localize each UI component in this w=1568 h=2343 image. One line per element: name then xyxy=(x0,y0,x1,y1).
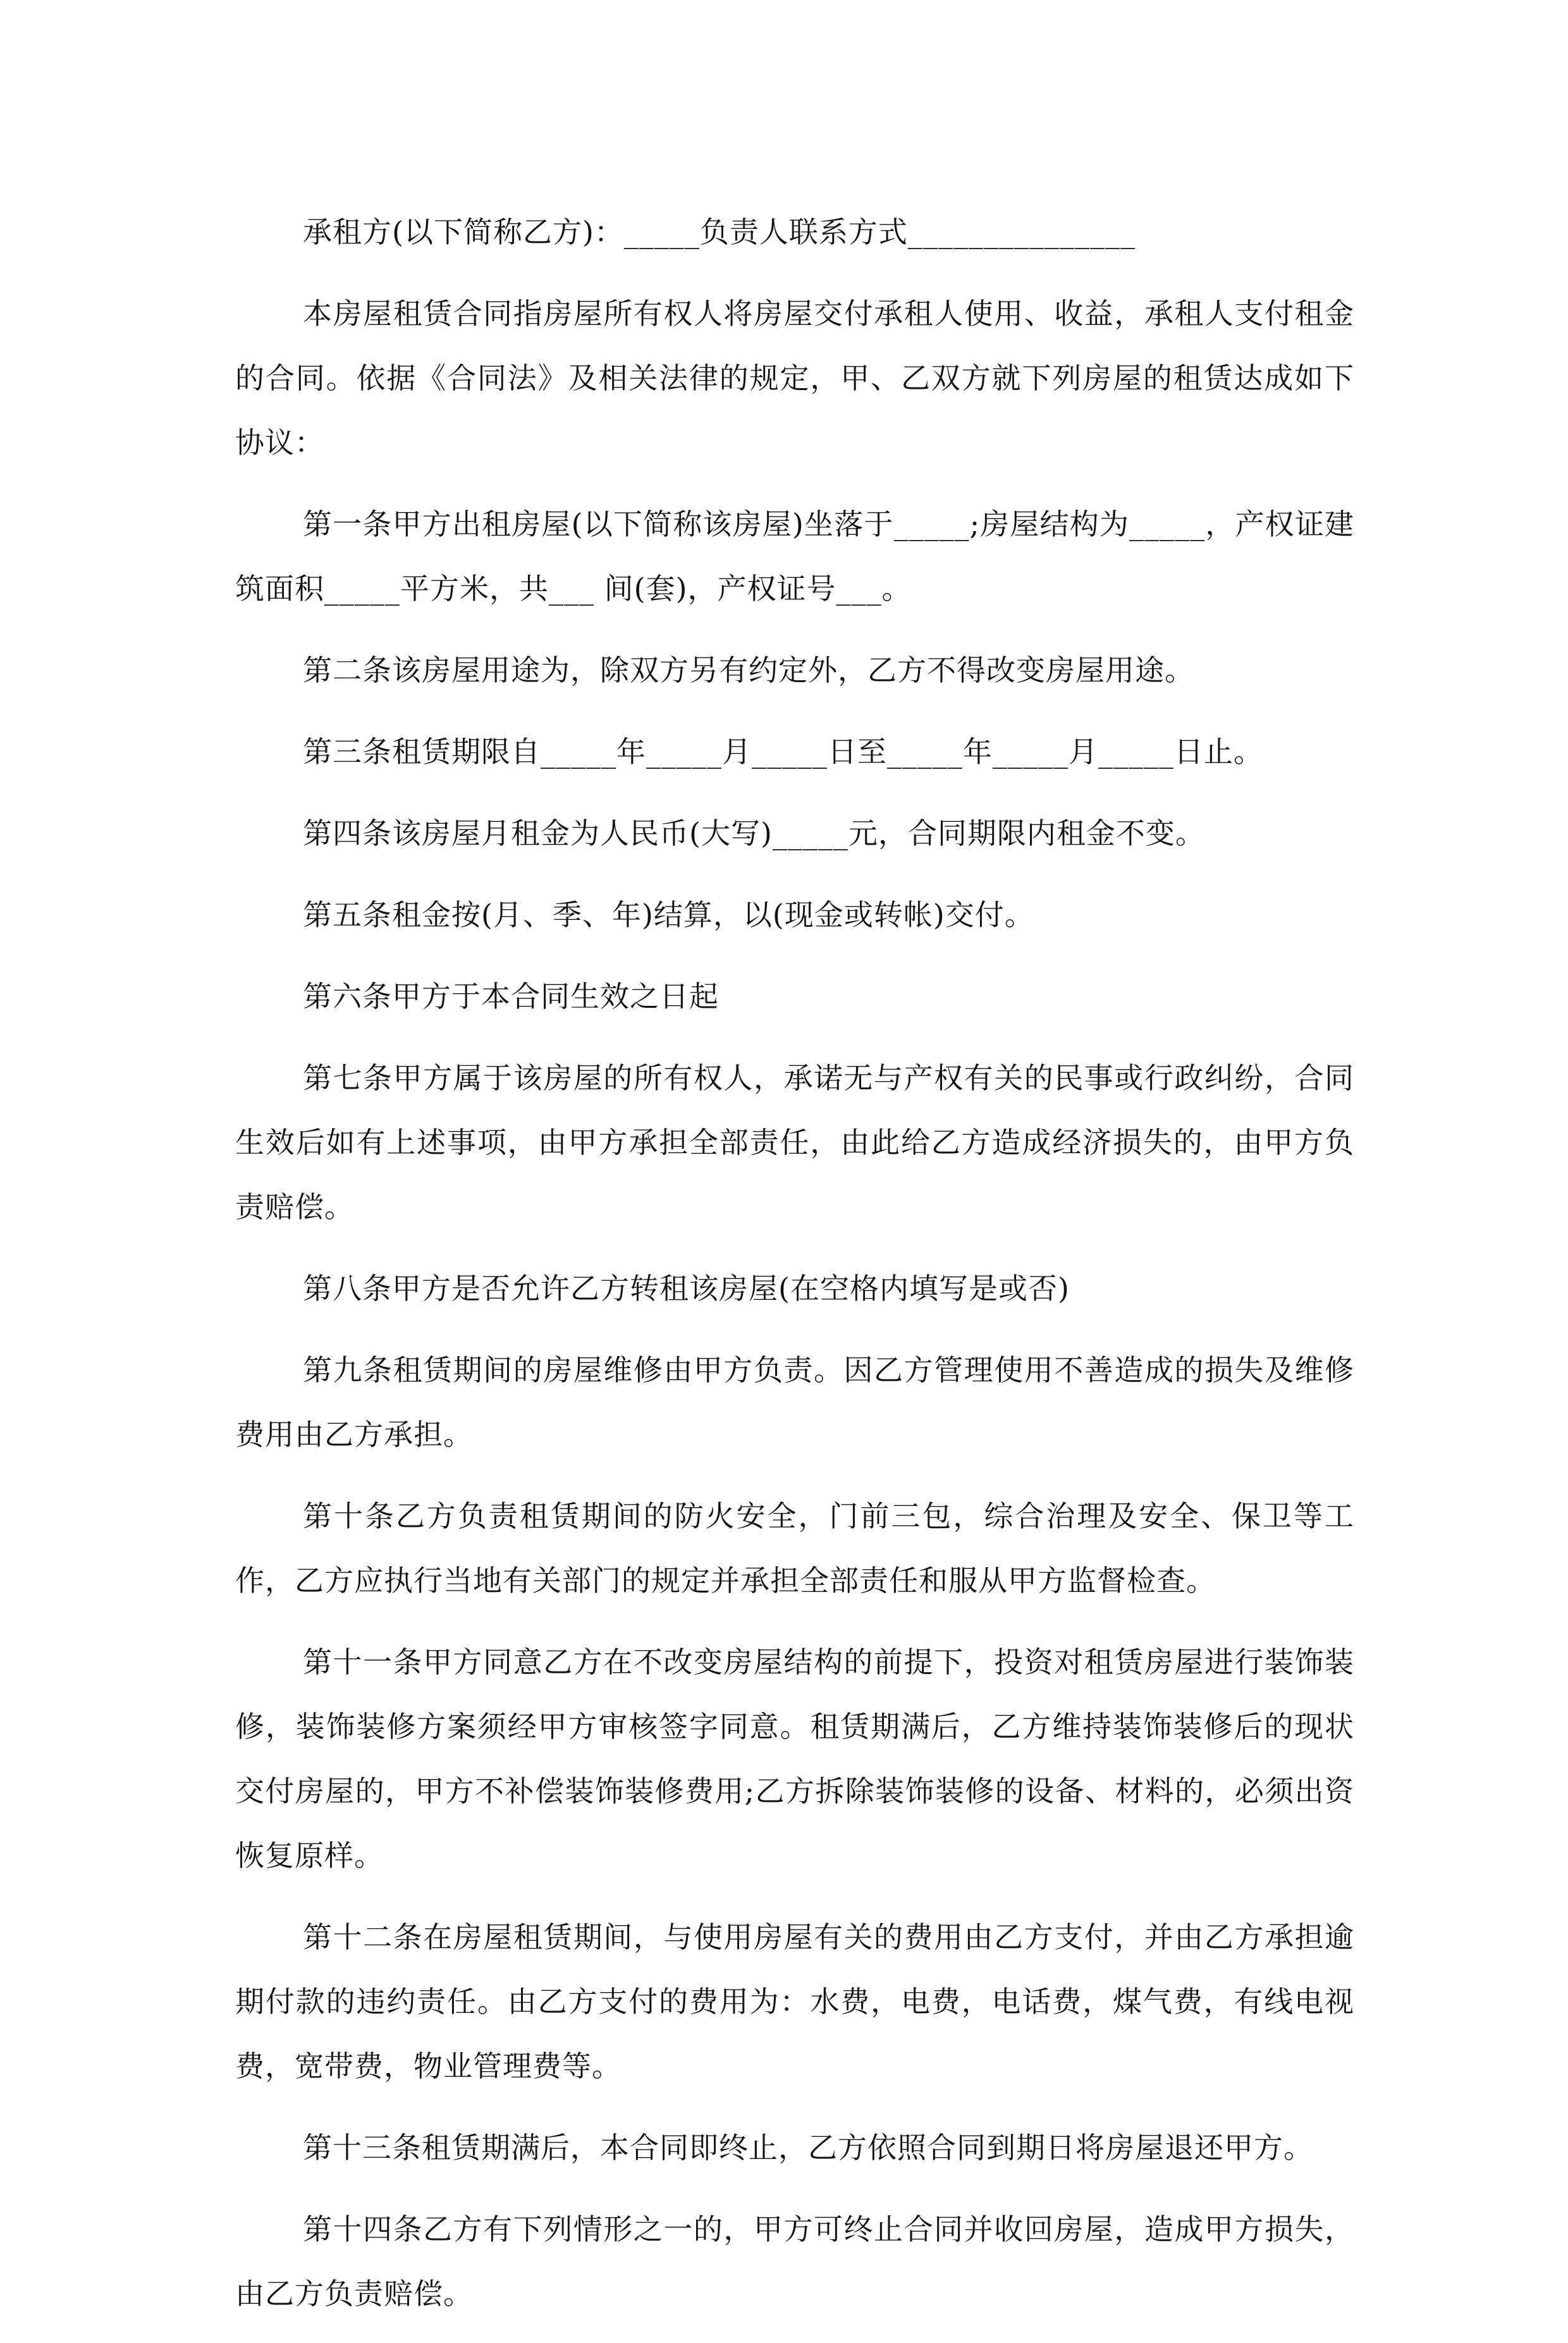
paragraph-article-7: 第七条甲方属于该房屋的所有权人，承诺无与产权有关的民事或行政纠纷，合同生效后如有上述事项，由甲方承担全部责任，由此给乙方造成经济损失的，由甲方负责赔偿。 xyxy=(235,1061,1354,1224)
paragraph-article-9: 第九条租赁期间的房屋维修由甲方负责。因乙方管理使用不善造成的损失及维修费用由乙方承担。 xyxy=(235,1353,1354,1452)
paragraph-article-5: 第五条租金按(月、季、年)结算，以(现金或转帐)交付。 xyxy=(303,898,1034,932)
paragraph-article-14: 第十四条乙方有下列情形之一的，甲方可终止合同并收回房屋，造成甲方损失，由乙方负责赔偿。 xyxy=(235,2212,1354,2311)
paragraph-article-10: 第十条乙方负责租赁期间的防火安全，门前三包，综合治理及安全、保卫等工作，乙方应执行当地有关部门的规定并承担全部责任和服从甲方监督检查。 xyxy=(235,1499,1354,1598)
paragraph-article-4: 第四条该房屋月租金为人民币(大写)_____元，合同期限内租金不变。 xyxy=(303,816,1205,850)
paragraph-article-12: 第十二条在房屋租赁期间，与使用房屋有关的费用由乙方支付，并由乙方承担逾期付款的违约责任。由乙方支付的费用为：水费，电费，电话费，煤气费，有线电视费，宽带费，物业管理费等。 xyxy=(235,1920,1354,2083)
document-body xyxy=(235,200,1354,2343)
paragraph-article-13: 第十三条租赁期满后，本合同即终止，乙方依照合同到期日将房屋退还甲方。 xyxy=(303,2131,1313,2165)
paragraph-article-11: 第十一条甲方同意乙方在不改变房屋结构的前提下，投资对租赁房屋进行装饰装修，装饰装修方案须经甲方审核签字同意。租赁期满后，乙方维持装饰装修后的现状交付房屋的，甲方不补偿装饰装修费用;乙方拆除装饰装修的设备、材料的，必须出资恢复原样。 xyxy=(235,1645,1354,1873)
paragraph-article-1: 第一条甲方出租房屋(以下简称该房屋)坐落于_____;房屋结构为_____，产权证建筑面积_____平方米，共___ 间(套)，产权证号___。 xyxy=(235,507,1354,606)
paragraph-preamble: 本房屋租赁合同指房屋所有权人将房屋交付承租人使用、收益，承租人支付租金的合同。依据《合同法》及相关法律的规定，甲、乙双方就下列房屋的租赁达成如下协议： xyxy=(235,297,1354,460)
paragraph-article-8: 第八条甲方是否允许乙方转租该房屋(在空格内填写是或否) xyxy=(303,1271,1070,1306)
paragraph-article-3: 第三条租赁期限自_____年_____月_____日至_____年_____月_____日止。 xyxy=(303,735,1263,769)
paragraph-article-2: 第二条该房屋用途为，除双方另有约定外，乙方不得改变房屋用途。 xyxy=(303,653,1194,687)
paragraph-lessee-info: 承租方(以下简称乙方)：_____负责人联系方式_______________ xyxy=(303,215,1136,249)
paragraph-article-6: 第六条甲方于本合同生效之日起 xyxy=(303,979,719,1013)
